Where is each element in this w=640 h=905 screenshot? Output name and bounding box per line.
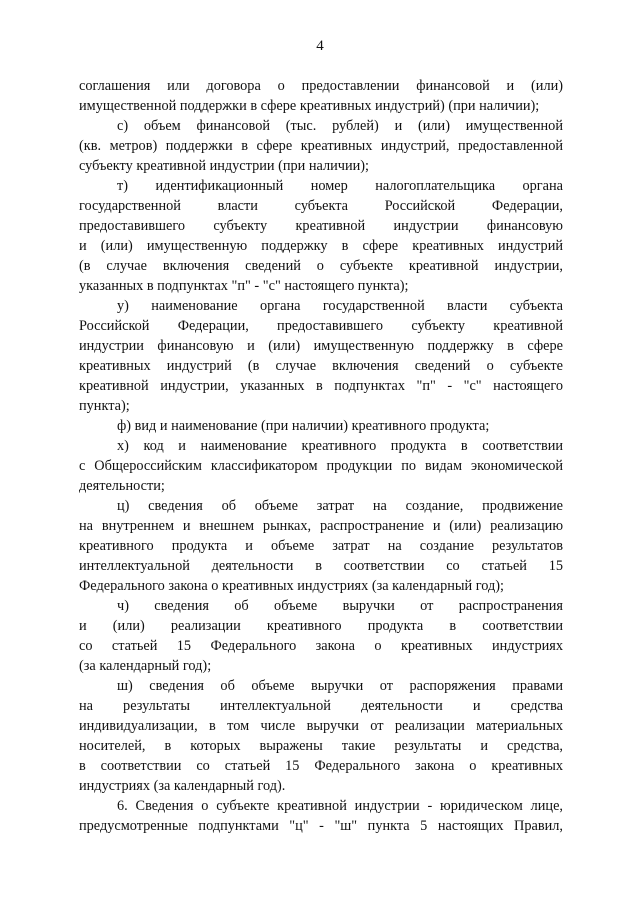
text-line: Федерального закона о креативных индустриях (за календарный год); [79,578,505,594]
text-line: и (или) имущественную поддержку в сфере креативных индустрий [79,238,563,254]
text-line: (кв. метров) поддержки в сфере креативных индустрий, предоставленной [79,138,563,154]
document-body [79,76,563,836]
page-number: 4 [316,38,324,54]
text-line: в соответствии со статьей 15 Федерального закона о креативных [79,758,563,774]
text-line: ш) сведения об объеме выручки от распоряжения правами [117,678,563,694]
text-line: предоставившего субъекту креативной индустрии финансовую [79,218,563,234]
text-line: 6. Сведения о субъекте креативной индустрии - юридическом лице, [117,798,563,814]
text-line: с) объем финансовой (тыс. рублей) и (или) имущественной [117,118,563,134]
text-line: и (или) реализации креативного продукта в соответствии [79,618,563,634]
text-line: т) идентификационный номер налогоплательщика органа [117,178,563,194]
text-line: (в случае включения сведений о субъекте креативной индустрии, [79,258,563,274]
text-line: ч) сведения об объеме выручки от распространения [117,598,563,614]
text-line: (за календарный год); [79,658,212,674]
text-line: индустрии финансовую и (или) имущественную поддержку в сфере [79,338,563,354]
text-line: ф) вид и наименование (при наличии) креативного продукта; [117,418,490,434]
text-line: субъекту креативной индустрии (при наличии); [79,158,370,174]
text-line: деятельности; [79,478,165,494]
text-line: х) код и наименование креативного продукта в соответствии [117,438,563,454]
text-line: интеллектуальной деятельности в соответствии со статьей 15 [79,558,563,574]
text-line: с Общероссийским классификатором продукции по видам экономической [79,458,563,474]
text-line: индивидуализации, в том числе выручки от реализации материальных [79,718,563,734]
text-line: предусмотренные подпунктами "ц" - "ш" пункта 5 настоящих Правил, [79,818,563,834]
text-line: указанных в подпунктах "п" - "с" настоящего пункта); [79,278,409,294]
text-line: на внутреннем и внешнем рынках, распространение и (или) реализацию [79,518,563,534]
text-line: соглашения или договора о предоставлении финансовой и (или) [79,78,563,94]
text-line: ц) сведения об объеме затрат на создание, продвижение [117,498,563,514]
text-line: имущественной поддержки в сфере креативных индустрий) (при наличии); [79,98,540,114]
text-line: у) наименование органа государственной власти субъекта [117,298,563,314]
text-line: со статьей 15 Федерального закона о креативных индустриях [79,638,563,654]
text-line: пункта); [79,398,130,414]
text-line: креативного продукта и объеме затрат на создание результатов [79,538,563,554]
text-line: на результаты интеллектуальной деятельности и средства [79,698,563,714]
text-line: государственной власти субъекта Российской Федерации, [79,198,563,214]
text-line: Российской Федерации, предоставившего субъекту креативной [79,318,563,334]
text-line: креативных индустрий (в случае включения сведений о субъекте [79,358,563,374]
text-line: креативной индустрии, указанных в подпунктах "п" - "с" настоящего [79,378,563,394]
text-line: носителей, в которых выражены такие результаты и средства, [79,738,563,754]
text-line: индустриях (за календарный год). [79,778,286,794]
